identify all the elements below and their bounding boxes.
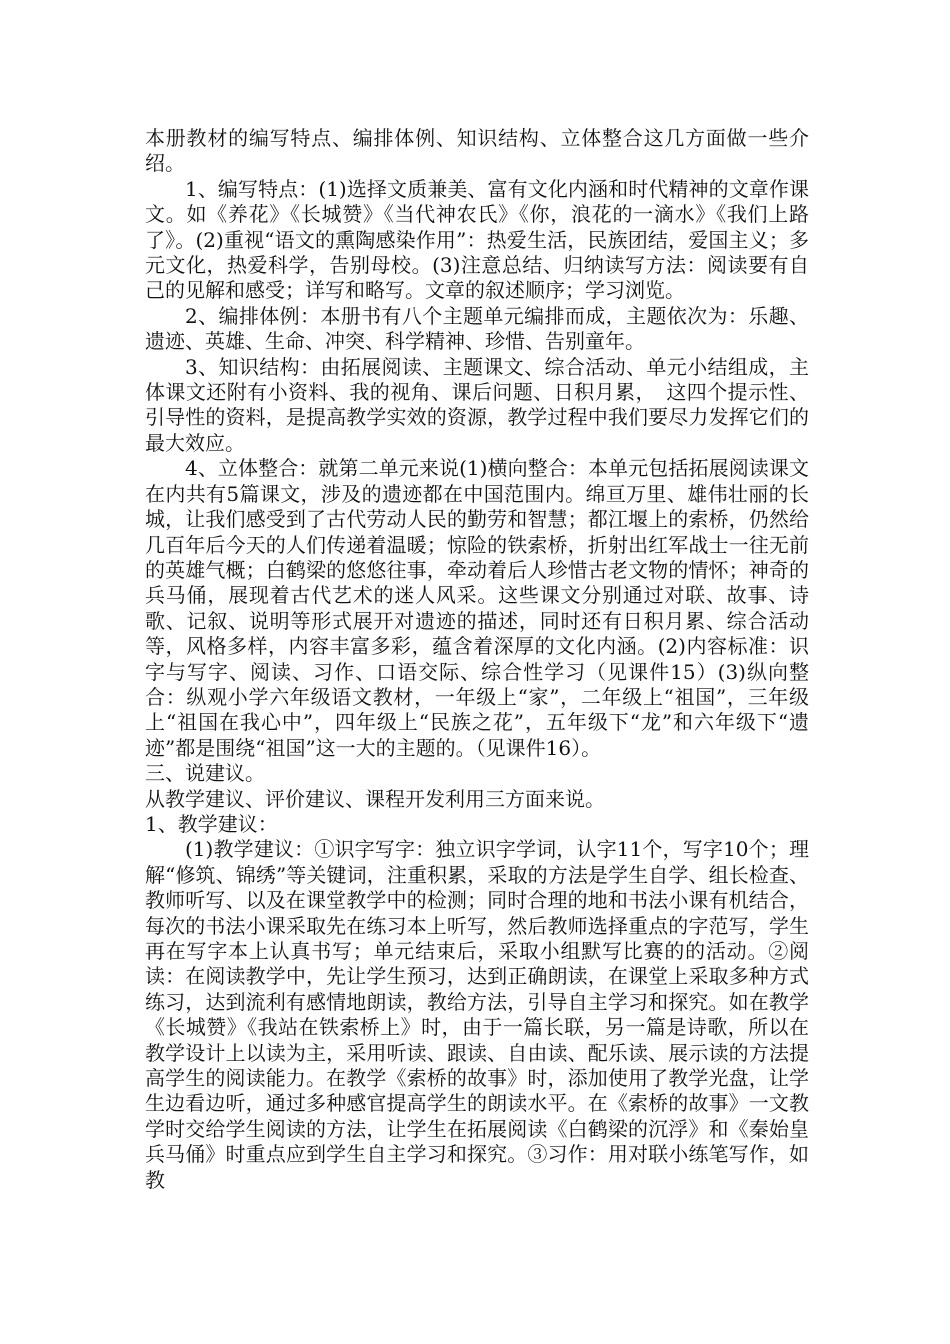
section-heading-suggestions: 三、说建议。 [145,761,265,786]
paragraph-layout-style: 2、编排体例：本册书有八个主题单元编排而成，主题依次为：乐趣、遗迹、英雄、生命、冲突、科学精神、珍惜、告别童年。 [145,303,809,354]
paragraph-knowledge-structure: 3、知识结构：由拓展阅读、主题课文、综合活动、单元小结组成，主体课文还附有小资料、我的视角、课后问题、日积月累， 这四个提示性、引导性的资料，是提高教学实效的资源，教学过程中我们要尽力发挥它们的最大效应。 [145,354,809,455]
paragraph-suggestions-intro: 从教学建议、评价建议、课程开发利用三方面来说。 [145,786,605,811]
paragraph-writing-features: 1、编写特点：(1)选择文质兼美、富有文化内涵和时代精神的文章作课文。如《养花》《长城赞》《当代神农氏》《你，浪花的一滴水》《我们上路了》。(2)重视“语文的熏陶感染作用”：热爱生活，民族团结，爱国主义；多元文化，热爱科学，告别母校。(3)注意总结、归纳读写方法：阅读要有自己的见解和感受；详写和略写。文章的叙述顺序；学习浏览。 [145,176,809,303]
document-page [145,126,809,1193]
subheading-teaching-suggestions: 1、教学建议： [145,811,278,836]
paragraph-teaching-details: (1)教学建议：①识字写字：独立识字学词，认字11个，写字10个；理解“修筑、锦绣”等关键词，注重积累，采取的方法是学生自学、组长检查、教师听写、以及在课堂教学中的检测；同时合理的地和书法小课有机结合，每次的书法小课采取先在练习本上听写，然后教师选择重点的字范写，学生再在写字本上认真书写；单元结束后，采取小组默写比赛的的活动。②阅读：在阅读教学中，先让学生预习，达到正确朗读，在课堂上采取多种方式练习，达到流利有感情地朗读，教给方法，引导自主学习和探究。如在教学《长城赞》《我站在铁索桥上》时，由于一篇长联，另一篇是诗歌，所以在教学设计上以读为主，采用听读、跟读、自由读、配乐读、展示读的方法提高学生的阅读能力。在教学《索桥的故事》时，添加使用了教学光盘，让学生边看边听，通过多种感官提高学生的朗读水平。在《索桥的故事》一文教学时交给学生阅读的方法，让学生在拓展阅读《白鹤梁的沉浮》和《秦始皇兵马俑》时重点应到学生自主学习和探究。③习作：用对联小练笔写作，如教 [145,837,809,1192]
paragraph-integration: 4、立体整合：就第二单元来说(1)横向整合：本单元包括拓展阅读课文在内共有5篇课文，涉及的遗迹都在中国范围内。绵亘万里、雄伟壮丽的长城，让我们感受到了古代劳动人民的勤劳和智慧；都江堰上的索桥，仍然给几百年后今天的人们传递着温暖；惊险的铁索桥，折射出红军战士一往无前的英雄气概；白鹤梁的悠悠往事，牵动着后人珍惜古老文物的情怀；神奇的兵马俑，展现着古代艺术的迷人风采。这些课文分别通过对联、故事、诗歌、记叙、说明等形式展开对遗迹的描述，同时还有日积月累、综合活动等，风格多样，内容丰富多彩，蕴含着深厚的文化内涵。(2)内容标准：识字与写字、阅读、习作、口语交际、综合性学习（见课件15）(3)纵向整合：纵观小学六年级语文教材，一年级上“家”，二年级上“祖国”，三年级上“祖国在我心中”，四年级上“民族之花”，五年级下“龙”和六年级下“遗迹”都是围绕“祖国”这一大的主题的。（见课件16）。 [145,456,809,760]
intro-paragraph: 本册教材的编写特点、编排体例、知识结构、立体整合这几方面做一些介绍。 [145,126,809,176]
